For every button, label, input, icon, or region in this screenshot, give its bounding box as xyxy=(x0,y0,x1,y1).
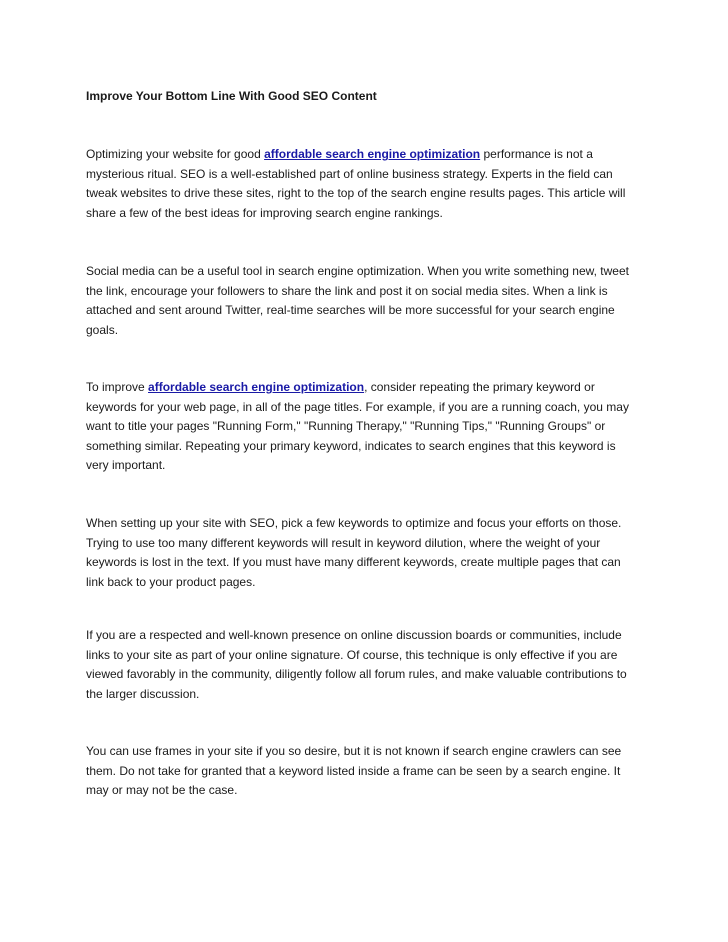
paragraph-2 xyxy=(86,262,642,340)
paragraph-line: tweak websites to drive these sites, right to the top of the search engine results pages. This article will xyxy=(86,186,626,200)
paragraph-line: When setting up your site with SEO, pick a few keywords to optimize and focus your efforts on those. xyxy=(86,516,622,530)
paragraph-line: viewed favorably in the community, diligently follow all forum rules, and make valuable contributions to xyxy=(86,667,627,681)
paragraph-line: If you are a respected and well-known presence on online discussion boards or communities, include xyxy=(86,628,622,642)
paragraph-4 xyxy=(86,514,642,592)
paragraph-3 xyxy=(86,378,642,476)
paragraph-line: Optimizing your website for good affordable search engine optimization performance is not a xyxy=(86,147,593,161)
paragraph-line: keywords for your web page, in all of the page titles. For example, if you are a running coach, you may xyxy=(86,399,629,414)
paragraph-line: keywords is lost in the text. If you must have many different keywords, create multiple pages that can xyxy=(86,555,621,569)
paragraph-line: Social media can be a useful tool in search engine optimization. When you write something new, tweet xyxy=(86,264,629,278)
document-title: Improve Your Bottom Line With Good SEO Content xyxy=(86,89,377,103)
paragraph-line: goals. xyxy=(86,322,119,337)
paragraph-line: mysterious ritual. SEO is a well-established part of online business strategy. Experts in the field can xyxy=(86,166,613,181)
paragraph-line: very important. xyxy=(86,458,166,472)
paragraph-5 xyxy=(86,626,642,704)
seo-keyword-link[interactable]: affordable search engine optimization xyxy=(148,380,365,394)
paragraph-line: links to your site as part of your online signature. Of course, this technique is only effective if you are xyxy=(86,647,618,662)
paragraph-line: To improve affordable search engine optimization, consider repeating the primary keyword or xyxy=(86,380,595,394)
seo-keyword-link[interactable]: affordable search engine optimization xyxy=(264,147,481,161)
paragraph-6 xyxy=(86,742,642,801)
paragraph-line: You can use frames in your site if you so desire, but it is not known if search engine crawlers can see xyxy=(86,744,622,758)
paragraph-line: the larger discussion. xyxy=(86,686,200,701)
paragraph-line: Trying to use too many different keywords will result in keyword dilution, where the weight of your xyxy=(86,535,601,550)
paragraph-line: link back to your product pages. xyxy=(86,574,256,589)
paragraph-line: the link, encourage your followers to share the link and post it on social media sites. When a link is xyxy=(86,283,608,298)
paragraph-line: them. Do not take for granted that a keyword listed inside a frame can be seen by a search engine. It xyxy=(86,763,621,778)
paragraph-1 xyxy=(86,145,642,223)
paragraph-line: share a few of the best ideas for improving search engine rankings. xyxy=(86,205,443,220)
paragraph-line: something similar. Repeating your primary keyword, indicates to search engines that this keyword is xyxy=(86,438,616,453)
paragraph-line: want to title your pages "Running Form," "Running Therapy," "Running Tips," "Running Groups" or xyxy=(86,419,606,433)
paragraph-line: attached and sent around Twitter, real-time searches will be more successful for your search engine xyxy=(86,303,615,317)
paragraph-line: may or may not be the case. xyxy=(86,783,238,797)
